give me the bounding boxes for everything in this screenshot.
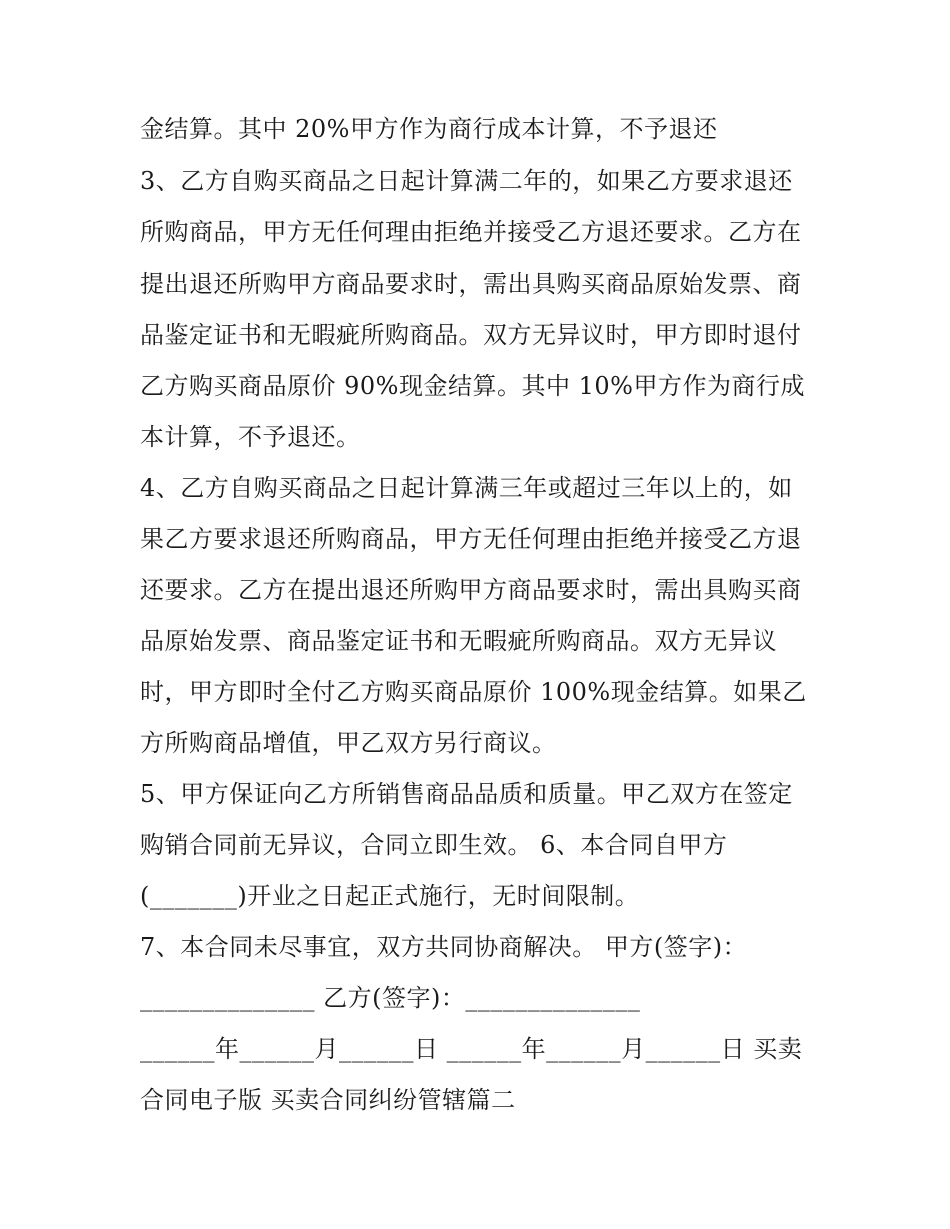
text-line: ______年______月______日 ______年______月______日 买卖 xyxy=(140,1035,803,1063)
text-line: 购销合同前无异议，合同立即生效。 6、本合同自甲方 xyxy=(140,831,728,859)
text-line: 乙方购买商品原价 90%现金结算。其中 10%甲方作为商行成 xyxy=(140,372,805,400)
text-line: 5、甲方保证向乙方所销售商品品质和质量。甲乙双方在签定 xyxy=(140,780,793,808)
text-line: (_______)开业之日起正式施行，无时间限制。 xyxy=(140,882,640,910)
text-line: 品鉴定证书和无暇疵所购商品。双方无异议时，甲方即时退付 xyxy=(140,321,802,349)
text-line: 方所购商品增值，甲乙双方另行商议。 xyxy=(140,729,557,757)
text-line: 金结算。其中 20%甲方作为商行成本计算，不予退还 xyxy=(140,115,718,143)
text-line: 提出退还所购甲方商品要求时，需出具购买商品原始发票、商 xyxy=(140,270,802,298)
text-line: 本计算，不予退还。 xyxy=(140,423,361,451)
text-line: 4、乙方自购买商品之日起计算满三年或超过三年以上的，如 xyxy=(140,474,793,502)
text-line: 还要求。乙方在提出退还所购甲方商品要求时，需出具购买商 xyxy=(140,576,802,604)
text-line: ______________ 乙方(签字)：______________ xyxy=(140,984,641,1012)
text-line: 所购商品，甲方无任何理由拒绝并接受乙方退还要求。乙方在 xyxy=(140,218,802,246)
text-line: 时，甲方即时全付乙方购买商品原价 100%现金结算。如果乙 xyxy=(140,678,807,706)
text-line: 品原始发票、商品鉴定证书和无暇疵所购商品。双方无异议 xyxy=(140,627,777,655)
text-line: 3、乙方自购买商品之日起计算满二年的，如果乙方要求退还 xyxy=(140,167,793,195)
text-line: 果乙方要求退还所购商品，甲方无任何理由拒绝并接受乙方退 xyxy=(140,525,802,553)
text-line: 合同电子版 买卖合同纠纷管辖篇二 xyxy=(140,1086,516,1114)
text-line: 7、本合同未尽事宜，双方共同协商解决。 甲方(签字)： xyxy=(140,933,748,961)
